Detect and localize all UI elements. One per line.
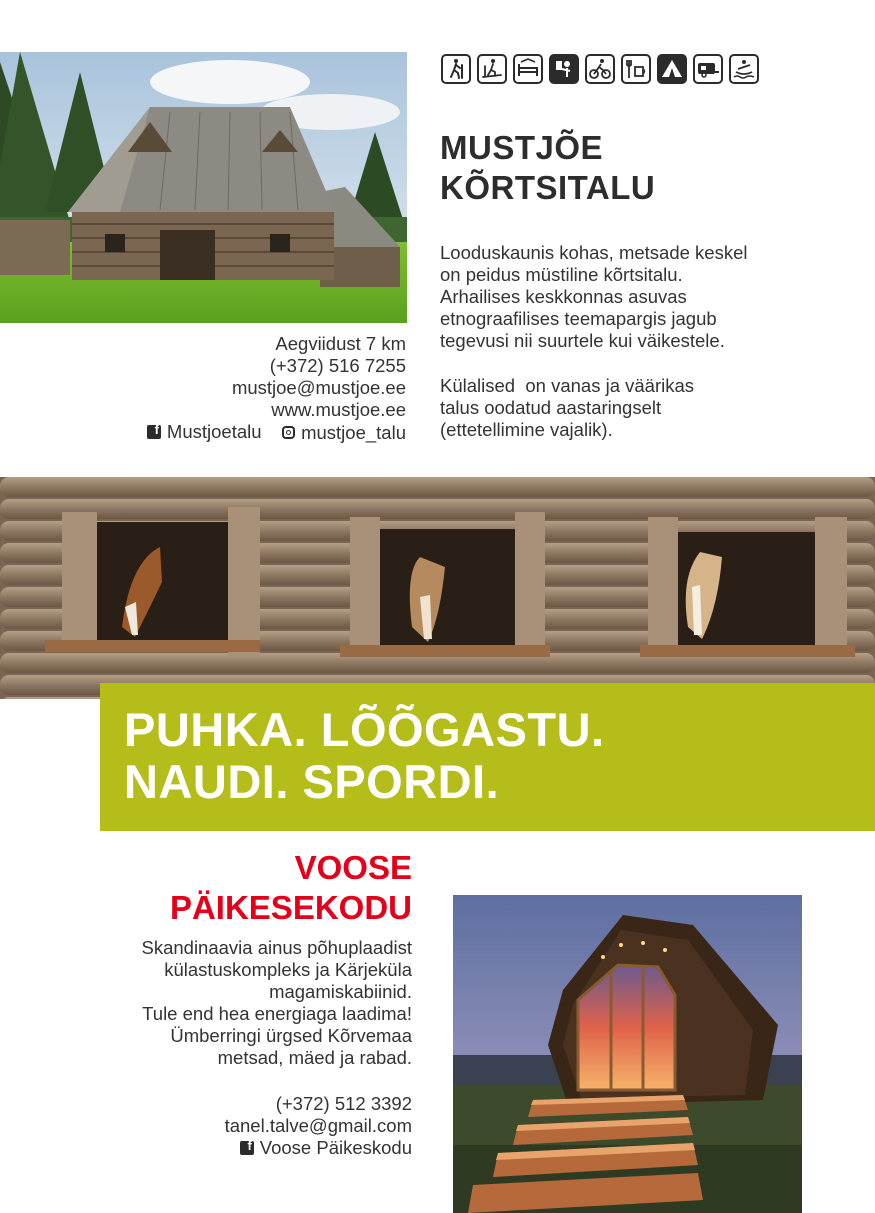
desc-line: Tule end hea energiaga laadima!	[142, 1003, 412, 1024]
voose-contact-block	[40, 1093, 412, 1160]
mustjoe-contact-block	[40, 333, 406, 444]
facebook-link[interactable]	[240, 1137, 412, 1159]
voose-title-line2: PÄIKESEKODU	[169, 889, 412, 926]
desc-line: külastuskompleks ja Kärjeküla	[164, 959, 412, 980]
mustjoe-title-line2: KÕRTSITALU	[440, 169, 656, 206]
desc-line: Arhailises keskkonnas asuvas	[440, 286, 687, 307]
canoe-icon	[729, 54, 759, 84]
desc-line: tegevusi nii suurtele kui väikestele.	[440, 330, 725, 351]
slogan-line1: PUHKA. LÕÕGASTU.	[124, 703, 605, 756]
phone-link[interactable]: (+372) 516 7255	[269, 355, 406, 376]
voose-title-line1: VOOSE	[294, 849, 412, 886]
desc-line: metsad, mäed ja rabad.	[217, 1047, 412, 1068]
facebook-icon	[147, 425, 161, 439]
cycling-icon	[585, 54, 615, 84]
facebook-icon	[240, 1141, 254, 1155]
mustjoe-title-line1: MUSTJÕE	[440, 129, 604, 166]
facebook-label: Voose Päikeskodu	[259, 1137, 412, 1158]
desc-line: Külalised on vanas ja väärikas	[440, 375, 695, 396]
bed-icon	[513, 54, 543, 84]
mustjoe-title	[440, 128, 820, 208]
email-link[interactable]: mustjoe@mustjoe.ee	[231, 377, 406, 398]
distance-text: Aegviidust 7 km	[275, 333, 406, 354]
voose-title	[60, 848, 412, 928]
caravan-icon	[693, 54, 723, 84]
desc-line: (ettetellimine vajalik).	[440, 419, 613, 440]
slogan-line2: NAUDI. SPORDI.	[124, 755, 500, 808]
website-link[interactable]: www.mustjoe.ee	[271, 399, 406, 420]
desc-line: Ümberringi ürgsed Kõrvemaa	[170, 1025, 412, 1046]
horses-stable-photo	[0, 477, 875, 699]
desc-line: magamiskabiinid.	[269, 981, 412, 1002]
instagram-link[interactable]	[282, 422, 406, 444]
desc-line: etnograafilises teemapargis jagub	[440, 308, 717, 329]
instagram-icon	[282, 426, 295, 439]
facebook-label: Mustjoetalu	[166, 421, 262, 442]
slogan-text	[124, 704, 605, 808]
desc-line: Looduskaunis kohas, metsade keskel	[440, 242, 748, 263]
tent-icon	[657, 54, 687, 84]
desc-line: Skandinaavia ainus põhuplaadist	[141, 937, 412, 958]
desc-line: on peidus müstiline kõrtsitalu.	[440, 264, 683, 285]
voose-description	[40, 937, 412, 1069]
mustjoe-description	[440, 242, 840, 352]
hiking-icon	[441, 54, 471, 84]
email-link[interactable]: tanel.talve@gmail.com	[224, 1115, 412, 1136]
activity-icon-row	[441, 54, 759, 84]
phone-link[interactable]: (+372) 512 3392	[275, 1093, 412, 1114]
desc-line: talus oodatud aastaringselt	[440, 397, 662, 418]
cabin-photo	[453, 895, 802, 1213]
food-drink-icon	[621, 54, 651, 84]
reading-icon	[549, 54, 579, 84]
log-house-photo	[0, 52, 407, 323]
instagram-label: mustjoe_talu	[301, 421, 406, 443]
skiing-icon	[477, 54, 507, 84]
mustjoe-guests-text	[440, 375, 840, 441]
facebook-link[interactable]	[147, 421, 262, 443]
